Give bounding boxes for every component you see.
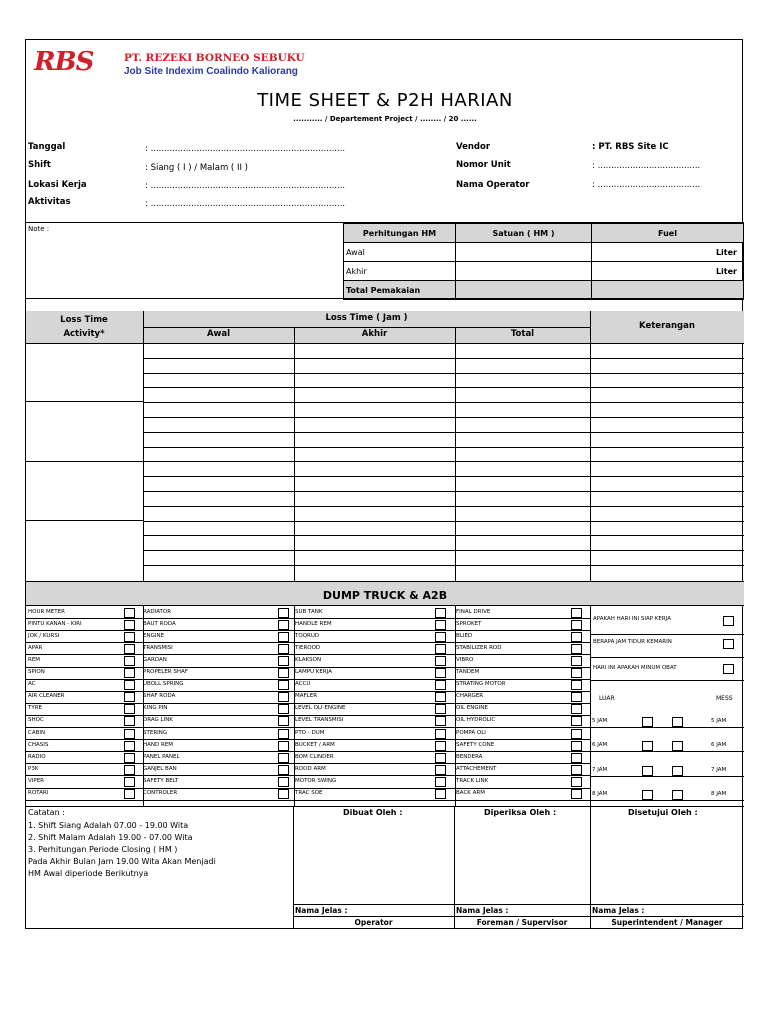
checkbox[interactable]: [571, 765, 582, 775]
disetujui-oleh-label: Disetujui Oleh :: [628, 808, 698, 817]
checklist-label: JOK / KURSI: [28, 632, 60, 639]
checklist-label: BENDERA: [456, 753, 483, 760]
checklist-label: ATTACHEMENT: [456, 765, 497, 772]
total-pemakaian-label: Total Pemakaian: [344, 281, 456, 300]
checklist-row-line: [26, 691, 590, 692]
checkbox[interactable]: [435, 741, 446, 751]
checklist-label: APAR: [28, 644, 43, 651]
checklist-label: ENGINE: [143, 632, 165, 639]
aktivitas-label: Aktivitas: [28, 197, 71, 207]
checklist-label: GARDAN: [143, 656, 167, 663]
checklist-label: HAND REM: [143, 741, 174, 748]
checklist-label: AC: [28, 681, 36, 688]
checklist-label: TANDEM: [456, 669, 480, 675]
checklist-row-line: [26, 679, 590, 680]
checklist-label: CHARGER: [456, 693, 484, 700]
nama-jelas-operator[interactable]: Nama Jelas :: [295, 906, 348, 915]
jam-row-line: [590, 800, 744, 801]
tanggal-label: Tanggal: [28, 142, 66, 152]
hm-total-cell: [456, 281, 592, 300]
checklist-row-line: [26, 667, 590, 668]
shift-field[interactable]: : Siang ( I ) / Malam ( II ): [145, 163, 248, 173]
checklist-label: TRAC SOE: [295, 790, 323, 796]
checklist-label: BAUT RODA: [143, 620, 176, 627]
loss-row-line: [143, 417, 744, 418]
jam-luar-checkbox[interactable]: [642, 717, 653, 727]
checkbox[interactable]: [124, 680, 135, 690]
checklist-label: RADIATOR: [143, 608, 172, 615]
checkbox[interactable]: [435, 656, 446, 666]
loss-row-line: [143, 565, 744, 566]
loss-row-line: [143, 373, 744, 374]
vendor-field: : PT. RBS Site IC: [592, 142, 669, 152]
loss-time-header: Loss Time ( Jam ): [325, 313, 408, 323]
checklist-label: HANDLE REM: [295, 620, 332, 627]
jobsite-name: Job Site Indexim Coalindo Kaliorang: [124, 66, 298, 77]
awal-label: Awal: [344, 243, 456, 262]
satuan-header: Satuan ( HM ): [456, 224, 592, 243]
checkbox[interactable]: [124, 644, 135, 654]
note-label: Note :: [28, 225, 50, 233]
mess-label: MESS: [716, 695, 733, 702]
checkbox[interactable]: [124, 656, 135, 666]
checklist-label: ACCU: [295, 681, 311, 688]
checkbox[interactable]: [571, 753, 582, 763]
superintendent-role: Superintendent / Manager: [611, 918, 723, 927]
checklist-label: BOM CLINDER: [295, 753, 334, 760]
checkbox[interactable]: [571, 692, 582, 702]
lokasi-field[interactable]: : ........................................................................: [145, 181, 346, 191]
checkbox[interactable]: [278, 608, 289, 618]
loss-row-line: [143, 358, 744, 359]
checkbox[interactable]: [435, 789, 446, 799]
checklist-label: TOQRUD: [295, 632, 320, 639]
checkbox[interactable]: [571, 777, 582, 787]
loss-row-line: [143, 550, 744, 551]
checkbox[interactable]: [435, 668, 446, 678]
checklist-label: PINTU KANAN - KIRI: [28, 620, 82, 627]
checkbox[interactable]: [435, 777, 446, 787]
checkbox[interactable]: [571, 716, 582, 726]
checkbox[interactable]: [278, 704, 289, 714]
checklist-label: UBOLL SPRING: [143, 681, 184, 688]
checklist-label: TYRE: [28, 705, 43, 712]
checkbox[interactable]: [571, 608, 582, 618]
checklist-label: CONTROLER: [143, 790, 178, 796]
checkbox[interactable]: [124, 777, 135, 787]
checkbox[interactable]: [278, 632, 289, 642]
checklist-row-line: [26, 654, 590, 655]
checklist-label: GANJEL BAN: [143, 765, 177, 772]
checkbox[interactable]: [278, 692, 289, 702]
catatan-note: 2. Shift Malam Adalah 19.00 - 07.00 Wita: [28, 833, 193, 842]
loss-row-line: [143, 447, 744, 448]
loss-row-line: [143, 491, 744, 492]
checklist-row-line: [26, 763, 590, 764]
loss-row-line: [143, 432, 744, 433]
checkbox[interactable]: [435, 608, 446, 618]
loss-activity-cell[interactable]: [26, 402, 143, 460]
loss-row-line: [143, 461, 744, 462]
diperiksa-oleh-label: Diperiksa Oleh :: [484, 808, 557, 817]
checkbox[interactable]: [435, 692, 446, 702]
loss-activity-header-2: Activity*: [63, 329, 105, 339]
question-divider: [590, 634, 744, 635]
lokasi-label: Lokasi Kerja: [28, 180, 87, 190]
checklist-label: PANEL PANEL: [143, 753, 180, 760]
checklist-label: ROOD ARM: [295, 765, 326, 772]
checkbox[interactable]: [278, 729, 289, 739]
checklist-row-line: [26, 727, 590, 728]
loss-col-border: [455, 327, 456, 581]
jam-row-line: [590, 751, 744, 752]
jam-mess-checkbox[interactable]: [672, 717, 683, 727]
liter-akhir[interactable]: Liter: [592, 262, 744, 281]
checkbox[interactable]: [124, 608, 135, 618]
checklist-label: CABIN: [28, 729, 46, 736]
fuel-header: Fuel: [592, 224, 744, 243]
checkbox[interactable]: [124, 765, 135, 775]
jam-mess-checkbox[interactable]: [672, 741, 683, 751]
checkbox[interactable]: [278, 644, 289, 654]
checklist-label: TIEROOD: [295, 644, 321, 651]
company-name: PT. REZEKI BORNEO SEBUKU: [124, 52, 305, 64]
loss-awal-header: Awal: [206, 329, 231, 339]
q-minum-obat: HARI INI APAKAH MINUM OBAT: [593, 665, 677, 671]
checkbox[interactable]: [124, 753, 135, 763]
checkbox[interactable]: [278, 753, 289, 763]
checkbox[interactable]: [435, 729, 446, 739]
dump-truck-title: DUMP TRUCK & A2B: [322, 589, 448, 602]
checklist-label: LEVEL OLI ENGINE: [295, 705, 346, 712]
checkbox[interactable]: [435, 753, 446, 763]
checkbox[interactable]: [124, 704, 135, 714]
luar-label: LUAR: [599, 695, 615, 702]
catatan-note: 1. Shift Siang Adalah 07.00 - 19.00 Wita: [28, 821, 189, 830]
checklist-row-line: [26, 642, 590, 643]
checklist-label: ROTARI: [28, 790, 49, 796]
checklist-label: VIBRO: [456, 656, 474, 663]
checklist-label: OIL HYDROLIC: [456, 717, 496, 724]
checkbox[interactable]: [571, 789, 582, 799]
checkbox[interactable]: [278, 765, 289, 775]
checkbox[interactable]: [124, 741, 135, 751]
checklist-label: AIR CLEANER: [28, 693, 65, 700]
hm-awal-cell[interactable]: [456, 243, 592, 262]
checklist-label: TRANSMISI: [143, 644, 173, 651]
jam-mess-label: 8 JAM: [711, 791, 727, 797]
checklist-label: SPROKET: [456, 620, 482, 627]
jam-luar-checkbox[interactable]: [642, 790, 653, 800]
checklist-label: FINAL DRIVE: [456, 608, 491, 615]
checklist-label: HOUR METER: [28, 608, 65, 615]
loss-row-line: [143, 476, 744, 477]
fuel-total-cell: [592, 281, 744, 300]
checkbox[interactable]: [435, 704, 446, 714]
checkbox[interactable]: [571, 704, 582, 714]
nama-jelas-superintendent[interactable]: Nama Jelas :: [592, 906, 645, 915]
jam-mess-label: 5 JAM: [711, 718, 727, 724]
jam-mess-label: 7 JAM: [711, 767, 727, 773]
checklist-label: LAMPU KERJA: [295, 669, 332, 675]
checkbox[interactable]: [278, 668, 289, 678]
loss-row-line: [143, 387, 744, 388]
nama-jelas-foreman[interactable]: Nama Jelas :: [456, 906, 509, 915]
checklist-label: BACK ARM: [456, 790, 485, 796]
checklist-label: PROPELER SHAF: [143, 669, 188, 675]
checklist-label: REM: [28, 656, 41, 663]
checklist-label: SHOC: [28, 717, 44, 724]
checkbox[interactable]: [435, 765, 446, 775]
jam-luar-label: 8 JAM: [592, 791, 608, 797]
checkbox[interactable]: [571, 741, 582, 751]
question-divider: [590, 680, 744, 681]
checklist-row-line: [26, 703, 590, 704]
catatan-note: 3. Perhitungan Periode Closing ( HM ): [28, 845, 178, 854]
checklist-row-line: [26, 630, 590, 631]
checkbox[interactable]: [278, 741, 289, 751]
liter-awal[interactable]: Liter: [592, 243, 744, 262]
loss-activity-cell[interactable]: [26, 343, 143, 401]
note-field[interactable]: [29, 234, 339, 296]
checkbox[interactable]: [571, 656, 582, 666]
jam-row-line: [590, 776, 744, 777]
checklist-label: SHAF RODA: [143, 693, 176, 700]
checkbox[interactable]: [435, 620, 446, 630]
checkbox[interactable]: [278, 620, 289, 630]
timesheet-form: [25, 39, 743, 929]
jam-luar-label: 5 JAM: [592, 718, 608, 724]
checkbox[interactable]: [435, 632, 446, 642]
checklist-row-line: [26, 715, 590, 716]
checkbox[interactable]: [571, 729, 582, 739]
checkbox[interactable]: [124, 668, 135, 678]
checklist-label: OIL ENGINE: [456, 705, 488, 712]
checkbox[interactable]: [124, 692, 135, 702]
checkbox[interactable]: [278, 656, 289, 666]
loss-row-line: [143, 535, 744, 536]
operator-field[interactable]: : ......................................: [592, 180, 701, 190]
question-divider: [590, 657, 744, 658]
foreman-role: Foreman / Supervisor: [476, 918, 568, 927]
loss-akhir-header: Akhir: [361, 329, 388, 339]
checklist-row-line: [26, 800, 590, 801]
checklist-label: BLIED: [456, 632, 473, 639]
dibuat-oleh-label: Dibuat Oleh :: [343, 808, 403, 817]
keterangan-header: Keterangan: [639, 321, 695, 331]
catatan-note: Pada Akhir Bulan Jam 19.00 Wita Akan Menjadi: [28, 857, 216, 866]
checkbox[interactable]: [278, 680, 289, 690]
checkbox[interactable]: [435, 644, 446, 654]
checklist-label: DRAG LINK: [143, 717, 173, 724]
checkbox[interactable]: [124, 716, 135, 726]
checklist-label: PTO - DUM: [295, 729, 325, 736]
checkbox[interactable]: [571, 668, 582, 678]
page-subtitle: ........... / Departement Project / ........ / 20 ......: [293, 115, 477, 123]
loss-row-line: [143, 402, 744, 403]
jam-mess-label: 6 JAM: [711, 742, 727, 748]
checklist-label: TRACK LINK: [456, 777, 489, 784]
loss-total-header: Total: [510, 329, 535, 339]
checklist-label: STERING: [143, 729, 168, 736]
checklist-label: SPION: [28, 669, 45, 675]
operator-role: Operator: [354, 918, 393, 927]
checklist-row-line: [26, 788, 590, 789]
checklist-label: VIPER: [28, 777, 44, 784]
tanggal-field[interactable]: : ........................................................................: [145, 144, 346, 154]
jam-row-line: [590, 727, 744, 728]
checkbox[interactable]: [435, 716, 446, 726]
checkbox[interactable]: [571, 620, 582, 630]
vendor-label: Vendor: [456, 142, 491, 152]
checklist-label: STRATING MOTOR: [456, 681, 506, 688]
checklist-label: SAFETY CONE: [456, 741, 495, 748]
q-siap-kerja: APAKAH HARI INI SIAP KERJA: [593, 616, 671, 622]
loss-row-line: [143, 521, 744, 522]
loss-activity-cell[interactable]: [26, 461, 143, 519]
checklist-label: MOTOR SWING: [295, 777, 337, 784]
company-logo: [34, 47, 114, 79]
perhitungan-header: Perhitungan HM: [344, 224, 456, 243]
checklist-row-line: [26, 775, 590, 776]
checkbox[interactable]: [435, 680, 446, 690]
checklist-row-line: [26, 618, 590, 619]
loss-activity-cell[interactable]: [26, 520, 143, 578]
checklist-label: P3K: [28, 765, 39, 772]
question-checkbox[interactable]: [723, 616, 734, 626]
checklist-label: RADIO: [28, 753, 46, 760]
loss-row-line: [143, 506, 744, 507]
checkbox[interactable]: [124, 789, 135, 799]
checklist-row-line: [26, 751, 590, 752]
checkbox[interactable]: [124, 632, 135, 642]
jam-luar-label: 6 JAM: [592, 742, 608, 748]
checklist-label: STABILIZER ROD: [456, 644, 502, 651]
checklist-label: SUB TANK: [295, 608, 323, 615]
checklist-label: KING PIN: [143, 705, 168, 712]
checkbox[interactable]: [278, 777, 289, 787]
checklist-label: MAFLER: [295, 693, 318, 700]
hm-table: [343, 223, 744, 300]
loss-activity-header-1: Loss Time: [60, 315, 108, 325]
jam-luar-checkbox[interactable]: [642, 766, 653, 776]
aktivitas-field[interactable]: : ........................................................................: [145, 199, 346, 209]
checklist-label: BUCKET / ARM: [295, 741, 335, 748]
jam-mess-checkbox[interactable]: [672, 790, 683, 800]
checklist-label: KLAKSON: [295, 656, 322, 663]
checkbox[interactable]: [124, 729, 135, 739]
checkbox[interactable]: [278, 716, 289, 726]
logo-text: RBS: [34, 47, 94, 77]
akhir-label: Akhir: [344, 262, 456, 281]
page-title: TIME SHEET & P2H HARIAN: [257, 90, 513, 111]
operator-label: Nama Operator: [456, 180, 530, 190]
question-checkbox[interactable]: [723, 639, 734, 649]
checkbox[interactable]: [571, 632, 582, 642]
hm-akhir-cell[interactable]: [456, 262, 592, 281]
question-checkbox[interactable]: [723, 664, 734, 674]
loss-col-border: [294, 327, 295, 581]
shift-label: Shift: [28, 160, 51, 170]
checklist-row-line: [26, 739, 590, 740]
catatan-note: HM Awal diperiode Berikutnya: [28, 869, 149, 878]
checkbox[interactable]: [278, 789, 289, 799]
checkbox[interactable]: [124, 620, 135, 630]
checklist-label: CHASIS: [28, 741, 49, 748]
checkbox[interactable]: [571, 680, 582, 690]
jam-luar-checkbox[interactable]: [642, 741, 653, 751]
checkbox[interactable]: [571, 644, 582, 654]
checklist-label: SAFETY BELT: [143, 777, 179, 784]
checklist-label: POMPA OLI: [456, 729, 486, 736]
catatan-label: Catatan :: [28, 808, 65, 817]
unit-label: Nomor Unit: [456, 160, 511, 170]
unit-field[interactable]: : ......................................: [592, 161, 701, 171]
jam-mess-checkbox[interactable]: [672, 766, 683, 776]
loss-subheader-border: [143, 327, 590, 328]
checklist-label: LEVEL TRANSMISI: [295, 717, 344, 724]
jam-luar-label: 7 JAM: [592, 767, 608, 773]
q-jam-tidur: BERAPA JAM TIDUR KEMARIN: [593, 639, 672, 645]
